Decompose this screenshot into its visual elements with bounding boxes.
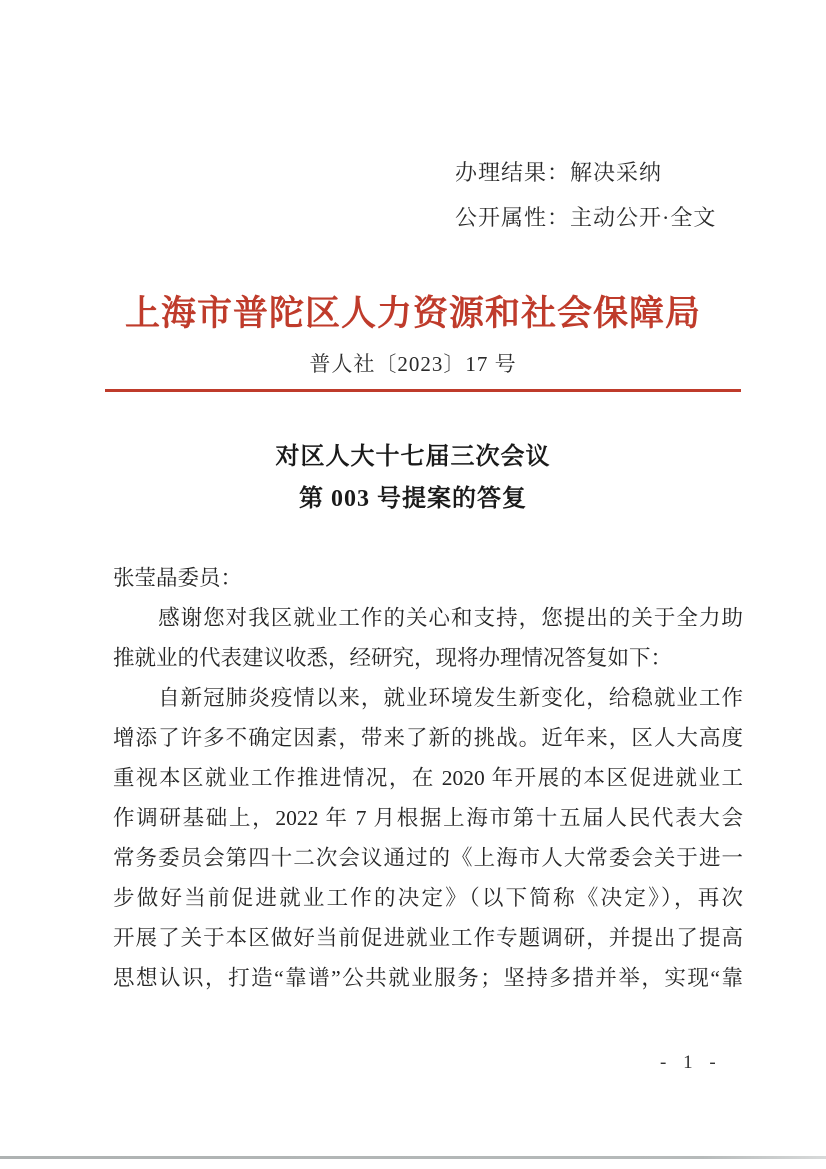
body-line: 增添了许多不确定因素，带来了新的挑战。近年来，区人大高度 [113,726,743,750]
salutation-line: 张莹晶委员： [113,566,243,590]
document-title-line1: 对区人大十七届三次会议 [275,444,551,470]
body-text [113,558,743,998]
document-title [0,436,826,520]
body-line: 推就业的代表建议收悉，经研究，现将办理情况答复如下： [113,646,673,670]
publicity-attribute-line: 公开属性：主动公开·全文 [455,205,717,230]
body-line: 重视本区就业工作推进情况，在 2020 年开展的本区促进就业工 [113,766,743,790]
body-line: 思想认识，打造“靠谱”公共就业服务；坚持多措并举，实现“靠 [113,966,743,990]
page-number: - 1 - [660,1052,722,1073]
header-right-block [455,150,716,240]
body-line: 步做好当前促进就业工作的决定》（以下简称《决定》），再次 [113,886,743,910]
body-line: 自新冠肺炎疫情以来，就业环境发生新变化，给稳就业工作 [113,686,743,710]
body-line: 感谢您对我区就业工作的关心和支持，您提出的关于全力助 [113,606,743,630]
document-title-line2: 第 003 号提案的答复 [299,486,527,512]
agency-name-heading: 上海市普陀区人力资源和社会保障局 [124,294,701,333]
document-number: 普人社〔2023〕17 号 [309,352,517,376]
body-line: 作调研基础上，2022 年 7 月根据上海市第十五届人民代表大会 [113,806,743,830]
scanned-page-bottom-edge [0,1156,826,1159]
body-line: 开展了关于本区做好当前促进就业工作专题调研，并提出了提高 [113,926,743,950]
body-line: 常务委员会第四十二次会议通过的《上海市人大常委会关于进一 [113,846,743,870]
red-divider-line [105,389,741,392]
handling-result-line: 办理结果：解决采纳 [455,160,663,185]
